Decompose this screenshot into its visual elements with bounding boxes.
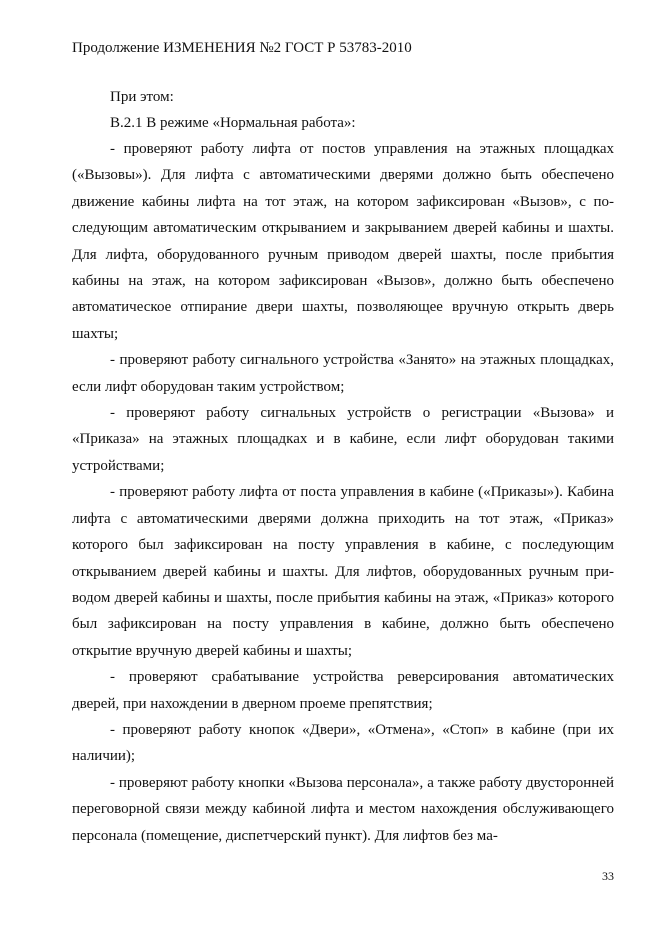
paragraph: - проверяют работу сигнальных устройств о регистрации «Вызова» и «Приказа» на этажных площадках и в кабине, если лифт оборудован такими устройствами; xyxy=(72,405,614,474)
page-number: 33 xyxy=(602,869,614,883)
paragraph: - проверяют работу кнопок «Двери», «Отмена», «Стоп» в кабине (при их наличии); xyxy=(72,721,614,765)
body-text xyxy=(72,136,614,849)
paragraph: - проверяют работу лифта от постов управления на этажных площадках («Вызовы»). Для лифта с автоматическими дверями должно быть обеспечено движение кабины лифта на тот этаж, на котором зафиксирован «Вызов», с последующим автоматическим открыванием и закрыванием дверей кабины и шахты. Для лифта, оборудованного ручным приводом дверей шахты, после прибытия кабины на этаж, на котором зафиксирован «Вызов», должно быть обеспечено автоматическое отпирание двери шахты, позволяющее вручную открыть дверь шахты; xyxy=(72,141,614,342)
paragraph: - проверяют работу сигнального устройства «Занято» на этажных площадках, если лифт оборудован таким устройством; xyxy=(72,352,614,395)
intro-block xyxy=(72,84,614,137)
paragraph: - проверяют работу кнопки «Вызова персонала», а также работу двусторонней переговорной связи между кабиной лифта и местом нахождения обслуживающего персонала (помещение, диспетчерский пункт). Для лифтов без ма- xyxy=(72,774,614,844)
intro-line: При этом: xyxy=(110,89,174,105)
paragraph: - проверяют срабатывание устройства реверсирования автоматических дверей, при нахождении в дверном проеме препятствия; xyxy=(72,669,614,712)
section-heading: В.2.1 В режиме «Нормальная работа»: xyxy=(110,115,356,132)
paragraph: - проверяют работу лифта от поста управления в кабине («Приказы»). Кабина лифта с автоматическими дверями должна приходить на тот этаж, «Приказ» которого был зафиксирован на посту управления в кабине, с последующим открыванием дверей кабины и шахты. Для лифтов, оборудованных ручным приводом дверей кабины и шахты, после прибытия кабины на этаж, «Приказ» которого был зафиксирован на посту управления в кабине, должно быть обеспечено открытие вручную дверей кабины и шахты; xyxy=(72,484,614,659)
page-header: Продолжение ИЗМЕНЕНИЯ №2 ГОСТ Р 53783-2010 xyxy=(72,40,412,56)
